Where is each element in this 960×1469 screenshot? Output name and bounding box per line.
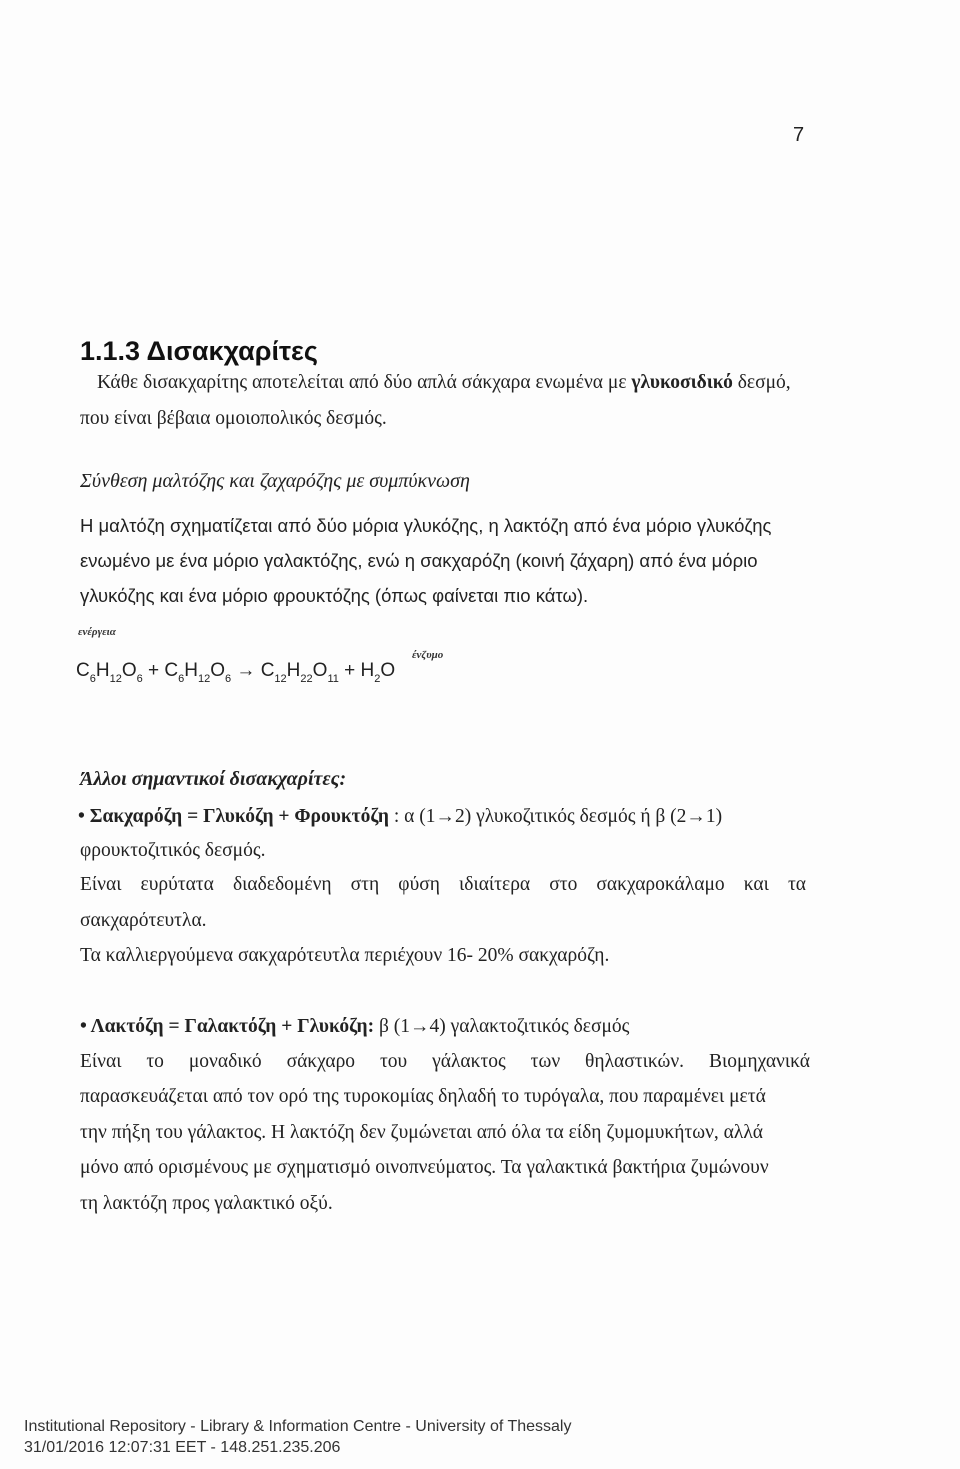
enzyme-label: ένζυμο [412, 649, 444, 661]
energy-label: ενέργεια [78, 626, 116, 638]
intro-line-2: που είναι βέβαια ομοιοπολικός δεσμός. [80, 408, 387, 429]
sucrose-line-5: Τα καλλιεργούμενα σακχαρότευτλα περιέχουν 16- 20% σακχαρόζη. [80, 945, 610, 966]
section-title: 1.1.3 Δισακχαρίτες [80, 336, 318, 366]
reaction-formula: $C_6H_{12}O_6 + C_6H_{12}O_6 \to C_{12}H_{22}O_{11} + H_2O$ [76, 660, 396, 685]
intro-text-end: δεσμό, [732, 372, 791, 393]
sucrose-line-4: σακχαρότευτλα. [80, 910, 207, 931]
lactose-bond: β (1→4) γαλακτοζιτικός δεσμός [374, 1016, 630, 1037]
sucrose-bond: : α (1→2) γλυκοζιτικός δεσμός ή β (2→1) [388, 806, 723, 827]
sucrose-line-3: Είναι ευρύτατα διαδεδομένη στη φύση ιδιαίτερα στο σακχαροκάλαμο και τα [80, 874, 806, 895]
sucrose-definition: • Σακχαρόζη = Γλυκόζη + Φρουκτόζη [78, 806, 389, 827]
lactose-line-5: μόνο από ορισμένους με σχηματισμό οινοπνεύματος. Τα γαλακτικά βακτήρια ζυμώνουν [80, 1157, 769, 1178]
lactose-line-3: παρασκευάζεται από τον ορό της τυροκομίας δηλαδή το τυρόγαλα, που παραμένει μετά [80, 1086, 766, 1107]
intro-line-1 [97, 372, 791, 394]
synthesis-line-3: γλυκόζης και ένα μόριο φρουκτόζης (όπως φαίνεται πιο κάτω). [80, 585, 589, 606]
sucrose-line-1 [78, 806, 722, 828]
others-heading: Άλλοι σημαντικοί δισακχαρίτες: [80, 768, 347, 790]
intro-text: Κάθε δισακχαρίτης αποτελείται από δύο απλά σάκχαρα ενωμένα με [97, 372, 632, 393]
lactose-line-2: Είναι το μοναδικό σάκχαρο του γάλακτος των θηλαστικών. Βιομηχανικά [80, 1051, 810, 1072]
lactose-definition: • Λακτόζη = Γαλακτόζη + Γλυκόζη: [80, 1016, 375, 1037]
lactose-line-4: την πήξη του γάλακτος. Η λακτόζη δεν ζυμώνεται από όλα τα είδη ζυμομυκήτων, αλλά [80, 1122, 763, 1143]
footer-timestamp: 31/01/2016 12:07:31 EET - 148.251.235.206 [24, 1439, 341, 1456]
synthesis-heading: Σύνθεση μαλτόζης και ζαχαρόζης με συμπύκνωση [80, 470, 470, 492]
intro-bold-term: γλυκοσιδικό [631, 372, 733, 393]
sucrose-line-2: φρουκτοζιτικός δεσμός. [80, 840, 266, 861]
lactose-line-6: τη λακτόζη προς γαλακτικό οξύ. [80, 1193, 333, 1214]
synthesis-line-1: Η μαλτόζη σχηματίζεται από δύο μόρια γλυκόζης, η λακτόζη από ένα μόριο γλυκόζης [80, 515, 772, 536]
page-number: 7 [793, 124, 805, 146]
lactose-line-1 [80, 1016, 629, 1038]
synthesis-line-2: ενωμένο με ένα μόριο γαλακτόζης, ενώ η σακχαρόζη (κοινή ζάχαρη) από ένα μόριο [80, 550, 758, 571]
footer-repository: Institutional Repository - Library & Information Centre - University of Thessaly [24, 1418, 572, 1435]
